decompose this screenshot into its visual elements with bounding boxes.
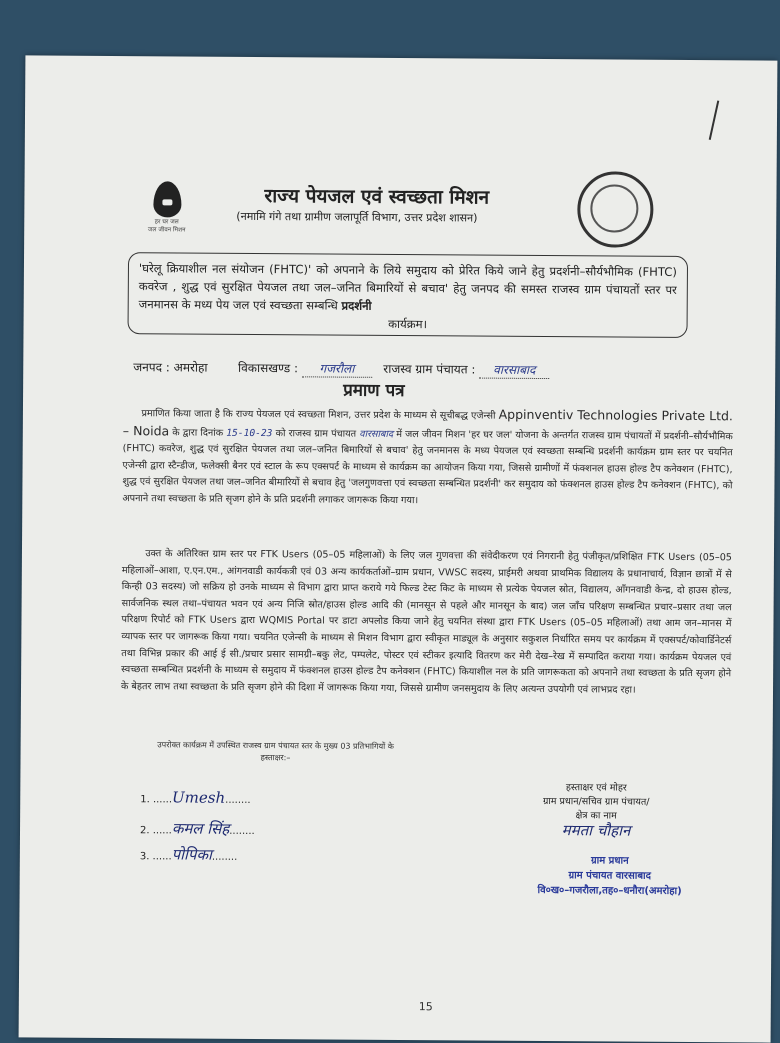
p2-text: उक्त के अतिरिक्त ग्राम स्तर पर FTK Users (05–05 महिलाओं) के लिए जल गुणवत्ता की संवेदीकरण एवं निगरानी हेतु पंजीकृत/प्रशिक्षित FTK Users (05–05 महिलाओं–आशा, ए.एन.एम., आंगनवाडी कार्यकत्री एवं 03 अन्य कार्यकर्ताओं–ग्राम प्रधान, VWSC सदस्य, प्राईमरी अथवा प्राथमिक विद्यालय के प्रधानाचार्य, विज्ञान छात्रों में से किन्ही 03 सदस्य) जो सक्रिय हो उनके माध्यम से विभाग द्वारा प्राप्त कराये गये फिल्ड टेस्ट किट के माध्यम से प्रत्येक पेयजल स्रोत, विद्यालय, आँगनवाडी केन्द्र, दो हाउस होल्ड, सार्वजनिक स्थल तथा–पंचायत भवन एवं अन्य निजि स्रोत/हाउस होल्ड आदि की (मानसून से पहले और मानसून के बाद) जल जाँच परिक्षण सम्बन्धित प्रचार–प्रसार तथा जल परिक्षण रिपोर्ट को FTK Users द्वारा WQMIS Portal पर डाटा अपलोड किया जाने हेतु चयनित संस्था द्वारा FTK Users (05–05 महिलाओं) तथा आम जन–मानस में व्यापक स्तर पर जागरूक किया गया। चयनित एजेन्सी के माध्यम से मिशन विभाग द्वारा स्वीकृत माड्यूल के अनुसार सकुशल निर्धारित समय पर कार्यक्रम में एक्सपर्ट/कोवार्डिनेटर्स तथा विभिन्न प्रकार की आई ई सी./प्रचार प्रसार सामग्री–बकु लेट, पम्पलेट, पोस्टर एवं स्टीकर इत्यादि वितरण कर मेरी देख–रेख में सम्पादित कराया गया। कार्यक्रम पेयजल एवं स्वच्छता सम्बन्धित प्रदर्शनी के माध्यम से समुदाय में फंक्शनल हाउस होल्ड टैप कनेक्शन (FHTC) कियाशील नल के प्रति जागरूकता को अपनाने तथा स्वच्छता के प्रति सृजग होने के बेहतर लाभ तथा स्वच्छता के प्रति सृजग होने की दिशा में जागरूक किया गया, जिससे ग्रामीण जनसमुदाय के लिए अत्यन्त उपयोगी एवं लाभप्रद रहा।: [120, 548, 732, 696]
agency-name: Appinventiv Technologies Private Ltd. – Noida: [122, 406, 733, 438]
area-label: क्षेत्र का नाम: [575, 810, 617, 822]
sig-name: Umesh: [172, 788, 226, 807]
document-page: [19, 55, 778, 1042]
subject-text: 'घरेलू क्रियाशील नल संयोजन (FHTC)' को अपनाने के लिये समुदाय को प्रेरित किये जाने हेतु प्रदर्शनी–सौर्यभौमिक (FHTC) कवरेज , शुद्ध एवं सुरक्षित पेयजल तथा जल–जनित बिमारियों से बचाव' हेतु जनपद की समस्त राजस्व ग्राम पंचायतों स्तर पर जनमानस के मध्य पेय जल एवं स्वच्छता सम्बन्धि: [138, 261, 677, 313]
logo-subtext: जल जीवन मिशन: [147, 226, 186, 234]
paragraph-1: [122, 404, 733, 512]
subject-line2: कार्यक्रम।: [388, 316, 428, 332]
subject-box: [127, 252, 688, 338]
logo-text: हर घर जल: [154, 218, 179, 226]
sig-num: 3.: [139, 851, 150, 863]
sign-seal-label: हस्ताक्षर एवं मोहर: [565, 782, 627, 794]
paragraph-2: [121, 546, 732, 700]
jal-jeevan-logo: [139, 181, 194, 233]
panchayat-label: राजस्व ग्राम पंचायत :: [383, 361, 476, 377]
official-stamp: [510, 853, 710, 899]
sig-name: पोपिका: [171, 845, 212, 864]
page-number: 15: [418, 1000, 433, 1014]
p1-start: प्रमाणित किया जाता है कि राज्य पेयजल एवं स्वच्छता मिशन, उत्तर प्रदेश के माध्यम से सूचीबद्ध एजेन्सी: [141, 408, 496, 422]
water-drop-icon: [153, 181, 181, 217]
pen-mark: [709, 100, 720, 139]
stamp-line-2: ग्राम पंचायत वारसाबाद: [568, 870, 652, 882]
stamp-line-1: ग्राम प्रधान: [590, 855, 629, 867]
signature-1: 1. ......Umesh........: [140, 788, 251, 807]
org-title: राज्य पेयजल एवं स्वच्छता मिशन: [264, 185, 490, 209]
org-subtitle: (नमामि गंगे तथा ग्रामीण जलापूर्ति विभाग, उत्तर प्रदेश शासन): [236, 209, 478, 225]
stamp-line-3: वि०ख०–गजरौला,तह०–धनौरा(अमरोहा): [537, 884, 682, 897]
field-line: [133, 358, 733, 380]
pradhan-label: ग्राम प्रधान/सचिव ग्राम पंचायत/: [542, 796, 650, 808]
district-label: जनपद : अमरोहा: [133, 360, 208, 375]
panchayat-value: वारसाबाद: [479, 361, 549, 379]
subject-bold-word: प्रदर्शनी: [341, 298, 372, 313]
sig-num: 1.: [140, 794, 150, 806]
certificate-title: प्रमाण पत्र: [343, 380, 405, 402]
p1-date-label: के द्वारा दिनांक: [172, 427, 224, 439]
signature-3: 3. ......पोपिका........: [139, 845, 238, 864]
signature-intro: उपरोक्त कार्यक्रम में उपस्थित राजस्व ग्राम पंचायत स्तर के मुख्य 03 प्रतिभागियों के हस्ताक्षर:–: [157, 740, 394, 763]
p1-village: वारसाबाद: [359, 428, 394, 440]
sig-num: 2.: [139, 825, 150, 837]
up-govt-emblem-icon: [577, 171, 654, 248]
p1-rest: में जल जीवन मिशन 'हर घर जल' योजना के अन्तर्गत राजस्व ग्राम पंचायतों में प्रदर्शनी–सौर्यभौमिक (FHTC) कवरेज, शुद्ध एवं सुरक्षित पेयजल तथा जल–जनित बिमारियों से बचाव' हेतु जनमानस के मध्य पेयजल एवं स्वच्छता सम्बन्धि प्रदर्शनी कार्यक्रम ग्राम स्तर पर चयनित एजेन्सी द्वारा स्टैन्डीज, फलेक्सी बैनर एवं स्टाल के रूप एक्सपर्ट के माध्यम से कार्यक्रम का आयोजन किया गया, जिससे ग्रामीणों में फंक्शनल हाउस होल्ड टैप कनेक्शन (FHTC), शुद्ध एवं सुरक्षित पेयजल तथा जल–जनित बीमारियों से बचाव हेतु 'जलगुणवत्ता एवं स्वच्छता सम्बन्धित प्रदर्शनी' कर समुदाय को फंक्शनल हाउस होल्ड टैप कनेक्शन (FHTC), को अपनाने तथा स्वच्छता के प्रति सृजग होने के प्रति प्रदर्शनी लगाकर जागरूक किया गया।: [122, 428, 733, 507]
p1-mid: को राजस्व ग्राम पंचायत: [275, 427, 357, 440]
pradhan-signature: ममता चौहान: [561, 821, 631, 840]
emblem-inner-ring: [590, 184, 638, 232]
p1-date: 15-10-23: [226, 427, 273, 439]
authority-block: [496, 781, 696, 838]
block-value: गजरौला: [302, 359, 372, 377]
signature-2: 2. ......कमल सिंह........: [139, 819, 255, 838]
block-label: विकासखण्ड :: [237, 360, 299, 376]
sig-name: कमल सिंह: [171, 819, 230, 838]
